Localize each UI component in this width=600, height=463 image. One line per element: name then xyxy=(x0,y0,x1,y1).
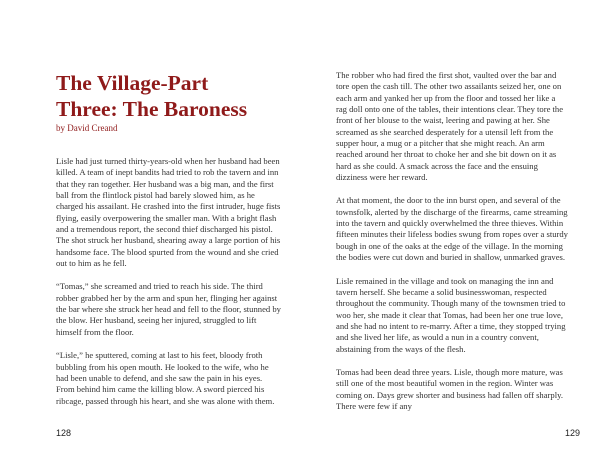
paragraph: Lisle remained in the village and took on managing the inn and tavern herself. She became a solid businesswoman, respected throughout the community. Though many of the townsmen tried to woo her, she made it clear that Tomas, had been her one true love, and she had no intent to re-marry. After a time, they stopped trying and she lived her life, as would a nun in a country convent, abstaining from the ways of the flesh. xyxy=(336,275,566,354)
right-body-text xyxy=(336,70,568,424)
chapter-title-line-2: Three: The Baroness xyxy=(56,97,248,121)
right-page xyxy=(300,0,600,463)
chapter-title xyxy=(56,70,296,122)
paragraph: Lisle had just turned thirty-years-old when her husband had been killed. A team of inept bandits had tried to rob the tavern and inn that they ran together. Her husband was a big man, and the first ball from the flintlock pistol had barely slowed him, as he charged his assailant. He crashed into the first intruder, huge fists flying, easily overpowering the smaller man. With a bright flash and a tremendous report, the second thief discharged his pistol. The shot struck her husband, shearing away a large portion of his handsome face. The blood spurted from the wound and she cried out to him as he fell. xyxy=(56,156,281,269)
left-body-text xyxy=(56,156,282,419)
paragraph: “Lisle,” he sputtered, coming at last to his feet, bloody froth bubbling from his open mouth. He looked to the wife, who he had been unable to defend, and she saw the pain in his eyes. From behind him came the killing blow. A sword pierced his ribcage, passed through his heart, and she was alone with them. xyxy=(56,350,275,406)
paragraph: “Tomas,” she screamed and tried to reach his side. The third robber grabbed her by the arm and spun her, flinging her against the bar where she struck her head and fell to the floor, stunned by the blow. Her husband, seeing her injured, struggled to lift himself from the floor. xyxy=(56,281,281,337)
paragraph: The robber who had fired the first shot, vaulted over the bar and tore open the cash till. The other two assailants seized her, one on each arm and yanked her up from the floor and tossed her like a rag doll onto one of the tables, their intentions clear. They tore the front of her blouse to the waist, leering and pawing at her. She screamed as she searched desperately for a utensil left from the supper hour, a mug or a pitcher that she might reach. An arm reached around her throat to choke her and she bit down on it as hard as she could. A smack across the face and the ensuing dizziness were her reward. xyxy=(336,70,564,183)
page-number-right: 129 xyxy=(565,428,581,438)
author-byline: by David Creand xyxy=(56,123,118,133)
page-number-left: 128 xyxy=(56,428,72,438)
paragraph: At that moment, the door to the inn burst open, and several of the townsfolk, alerted by the discharge of the firearms, came streaming into the tavern and quickly overwhelmed the three thieves. Within fifteen minutes their lifeless bodies swung from ropes over a sturdy bough in one of the oaks at the edge of the village. In the morning the bodies were cut down and buried in shallow, unmarked graves. xyxy=(336,195,568,263)
paragraph: Tomas had been dead three years. Lisle, though more mature, was still one of the most beautiful women in the region. Winter was coming on. Days grew shorter and business had fallen off sharply. There were few if any xyxy=(336,366,563,411)
chapter-title-line-1: The Village-Part xyxy=(56,71,209,95)
